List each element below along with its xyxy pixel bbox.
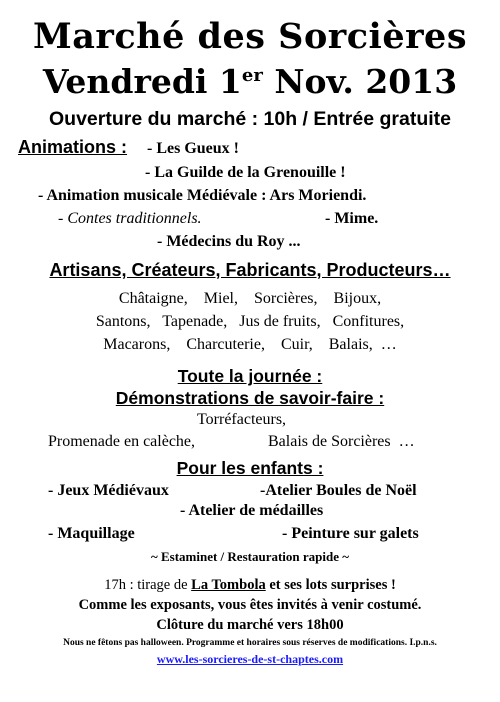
- website-container: [0, 652, 500, 667]
- event-day-suffix: er: [241, 65, 263, 86]
- artisans-heading: Artisans, Créateurs, Fabricants, Producteurs…: [49, 260, 451, 280]
- estaminet-line: ~ Estaminet / Restauration rapide ~: [150, 549, 350, 564]
- all-day-heading: Toute la journée :: [177, 366, 323, 386]
- products-line: Châtaigne, Miel, Sorcières, Bijoux,: [118, 290, 382, 307]
- demo-item: Torréfacteurs,: [197, 411, 287, 428]
- kids-heading: Pour les enfants :: [176, 458, 324, 478]
- animation-item: - Animation musicale Médiévale : Ars Moriendi.: [38, 187, 367, 204]
- demo-item: Balais de Sorcières …: [268, 433, 415, 450]
- animation-item: - Mime.: [325, 210, 379, 227]
- demo-item: Promenade en calèche,: [48, 433, 196, 450]
- kids-item: - Peinture sur galets: [282, 525, 419, 542]
- kids-item: - Maquillage: [48, 525, 135, 542]
- kids-item: -Atelier Boules de Noël: [260, 482, 417, 499]
- animation-item: - Contes traditionnels.: [58, 210, 202, 227]
- tombola-suffix: et ses lots surprises !: [265, 577, 396, 593]
- animation-item: - Les Gueux !: [147, 140, 239, 157]
- website-link[interactable]: www.les-sorcieres-de-st-chaptes.com: [156, 652, 344, 666]
- tombola-link[interactable]: La Tombola: [191, 577, 266, 593]
- tombola-line: [0, 577, 500, 594]
- demos-heading: Démonstrations de savoir-faire :: [115, 388, 385, 408]
- animation-item: - Médecins du Roy ...: [157, 233, 301, 250]
- event-date: [0, 62, 500, 101]
- event-day: Vendredi 1: [42, 62, 242, 101]
- closing-time: Clôture du marché vers 18h00: [156, 617, 344, 633]
- animations-heading: Animations :: [18, 137, 128, 157]
- products-line: Macarons, Charcuterie, Cuir, Balais, …: [103, 336, 397, 353]
- kids-item: - Jeux Médiévaux: [48, 482, 169, 499]
- disclaimer: Nous ne fêtons pas halloween. Programme et horaires sous réserves de modifications. I.p.n.s.: [63, 638, 437, 648]
- products-line: Santons, Tapenade, Jus de fruits, Confitures,: [95, 313, 405, 330]
- animation-item: - La Guilde de la Grenouille !: [145, 164, 346, 181]
- opening-line: Ouverture du marché : 10h / Entrée gratuite: [48, 108, 452, 130]
- flyer-title: Marché des Sorcières: [32, 16, 468, 57]
- event-month-year: Nov. 2013: [262, 62, 458, 101]
- tombola-prefix: 17h : tirage de: [104, 577, 192, 593]
- costume-line: Comme les exposants, vous êtes invités à venir costumé.: [78, 597, 422, 613]
- kids-item: - Atelier de médailles: [180, 502, 324, 519]
